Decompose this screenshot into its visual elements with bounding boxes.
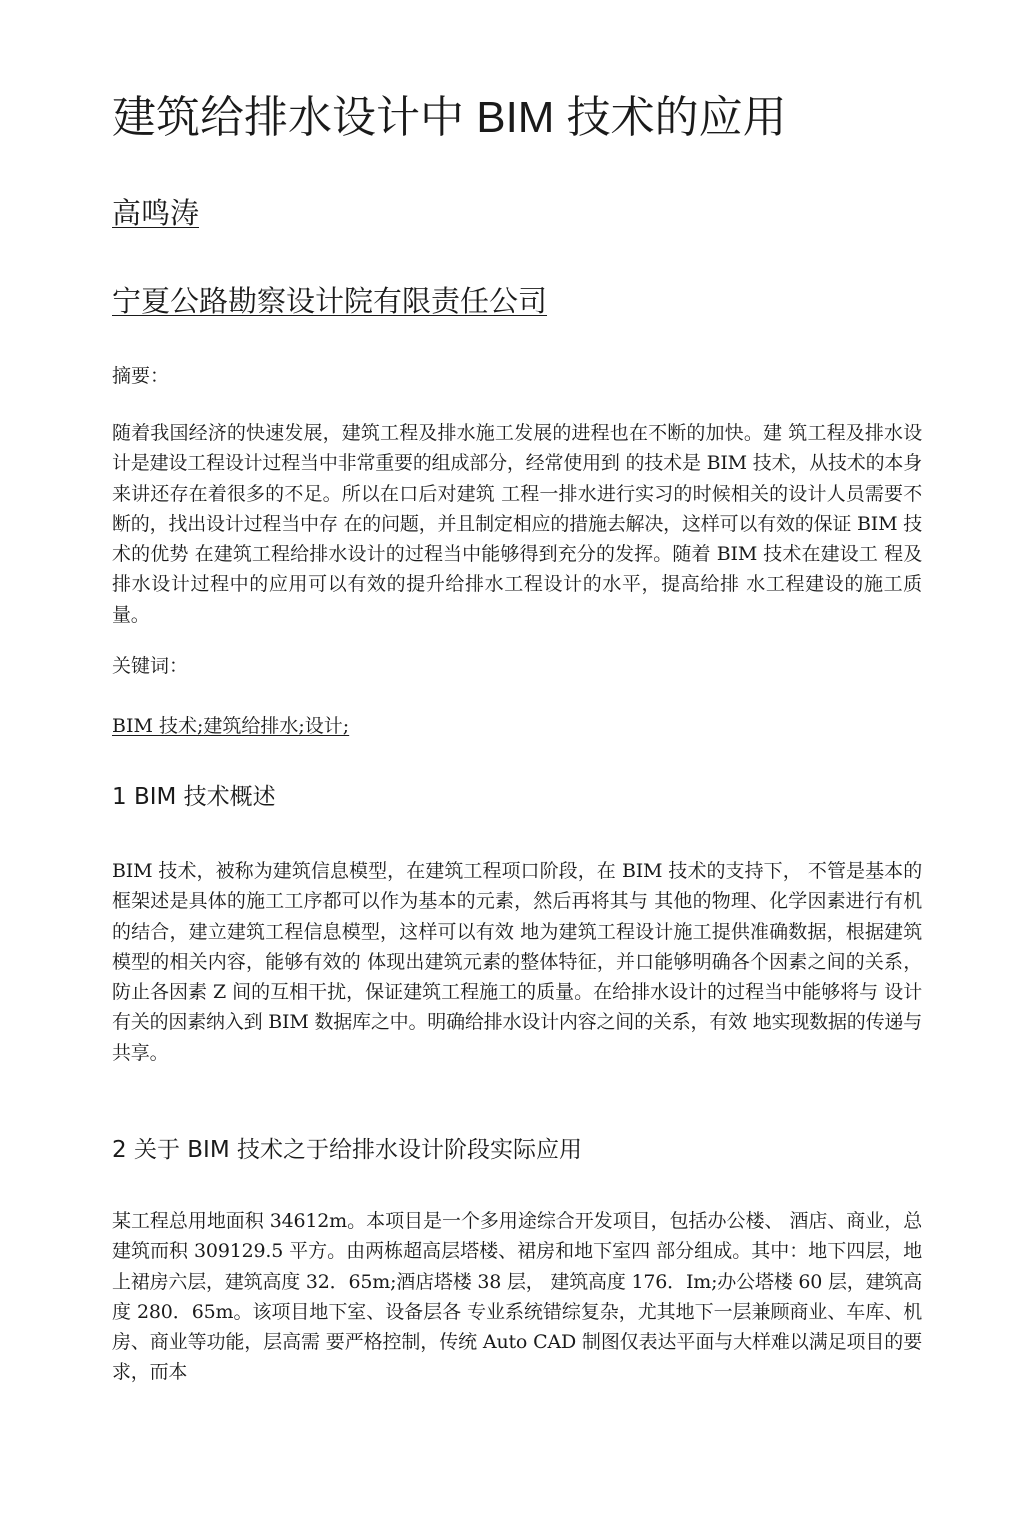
abstract-label: 摘要： <box>112 365 170 387</box>
keywords-list: BIM 技术;建筑给排水;设计; <box>112 715 350 737</box>
section-2-paragraph: 某工程总用地面积 34612m。本项目是一个多用途综合开发项目，包括办公楼、 酒店、商业，总建筑而积 309129.5 平方。由两栋超高层塔楼、裙房和地下室四 部分组成。其中：地下四层，地上裙房六层，建筑高度 32．65m;酒店塔楼 38 层， 建筑高度 176．Im;办公塔楼 60 层，建筑高度 280．65m。该项目地下室、设备层各 专业系统错综复杂，尤其地下一层兼顾商业、车库、机房、商业等功能，层高需 要严格控制，传统 Auto CAD 制图仅表达平面与大样难以满足项目的要求，而本 <box>112 1210 922 1384</box>
author-organization: 宁夏公路勘察设计院有限责任公司 <box>112 284 548 318</box>
section-1-paragraph: BIM 技术，被称为建筑信息模型，在建筑工程项口阶段，在 BIM 技术的支持下， 不管是基本的框架述是具体的施工工序都可以作为基本的元素，然后再将其与 其他的物理、化学因素进行有机的结合，建立建筑工程信息模型，这样可以有效 地为建筑工程设计施工提供准确数据，根据建筑模型的相关内容，能够有效的 体现出建筑元素的整体特征，并口能够明确各个因素之间的关系，防止各因素 Z 间的互相干扰，保证建筑工程施工的质量。在给排水设计的过程当中能够将与 设计有关的因素纳入到 BIM 数据库之中。明确给排水设计内容之间的关系，有效 地实现数据的传递与共享。 <box>112 860 922 1064</box>
abstract-paragraph: 随着我国经济的快速发展，建筑工程及排水施工发展的进程也在不断的加快。建 筑工程及排水设计是建设工程设计过程当中非常重要的组成部分，经常使用到 的技术是 BIM 技术，从技术的本身来讲还存在着很多的不足。所以在口后对建筑 工程一排水进行实习的时候相关的设计人员需要不断的，找出设计过程当中存 在的问题，并且制定相应的措施去解决，这样可以有效的保证 BIM 技术的优势 在建筑工程给排水设计的过程当中能够得到充分的发挥。随着 BIM 技术在建设工 程及排水设计过程中的应用可以有效的提升给排水工程设计的水平，提高给排 水工程建设的施工质量。 <box>112 422 922 626</box>
document-title: 建筑给排水设计中 BIM 技术的应用 <box>112 93 787 142</box>
keywords-label: 关键词： <box>112 655 189 677</box>
author-name: 高鸣涛 <box>112 196 200 230</box>
section-2-heading: 2 关于 BIM 技术之于给排水设计阶段实际应用 <box>112 1137 582 1163</box>
section-1-heading: 1 BIM 技术概述 <box>112 784 276 810</box>
